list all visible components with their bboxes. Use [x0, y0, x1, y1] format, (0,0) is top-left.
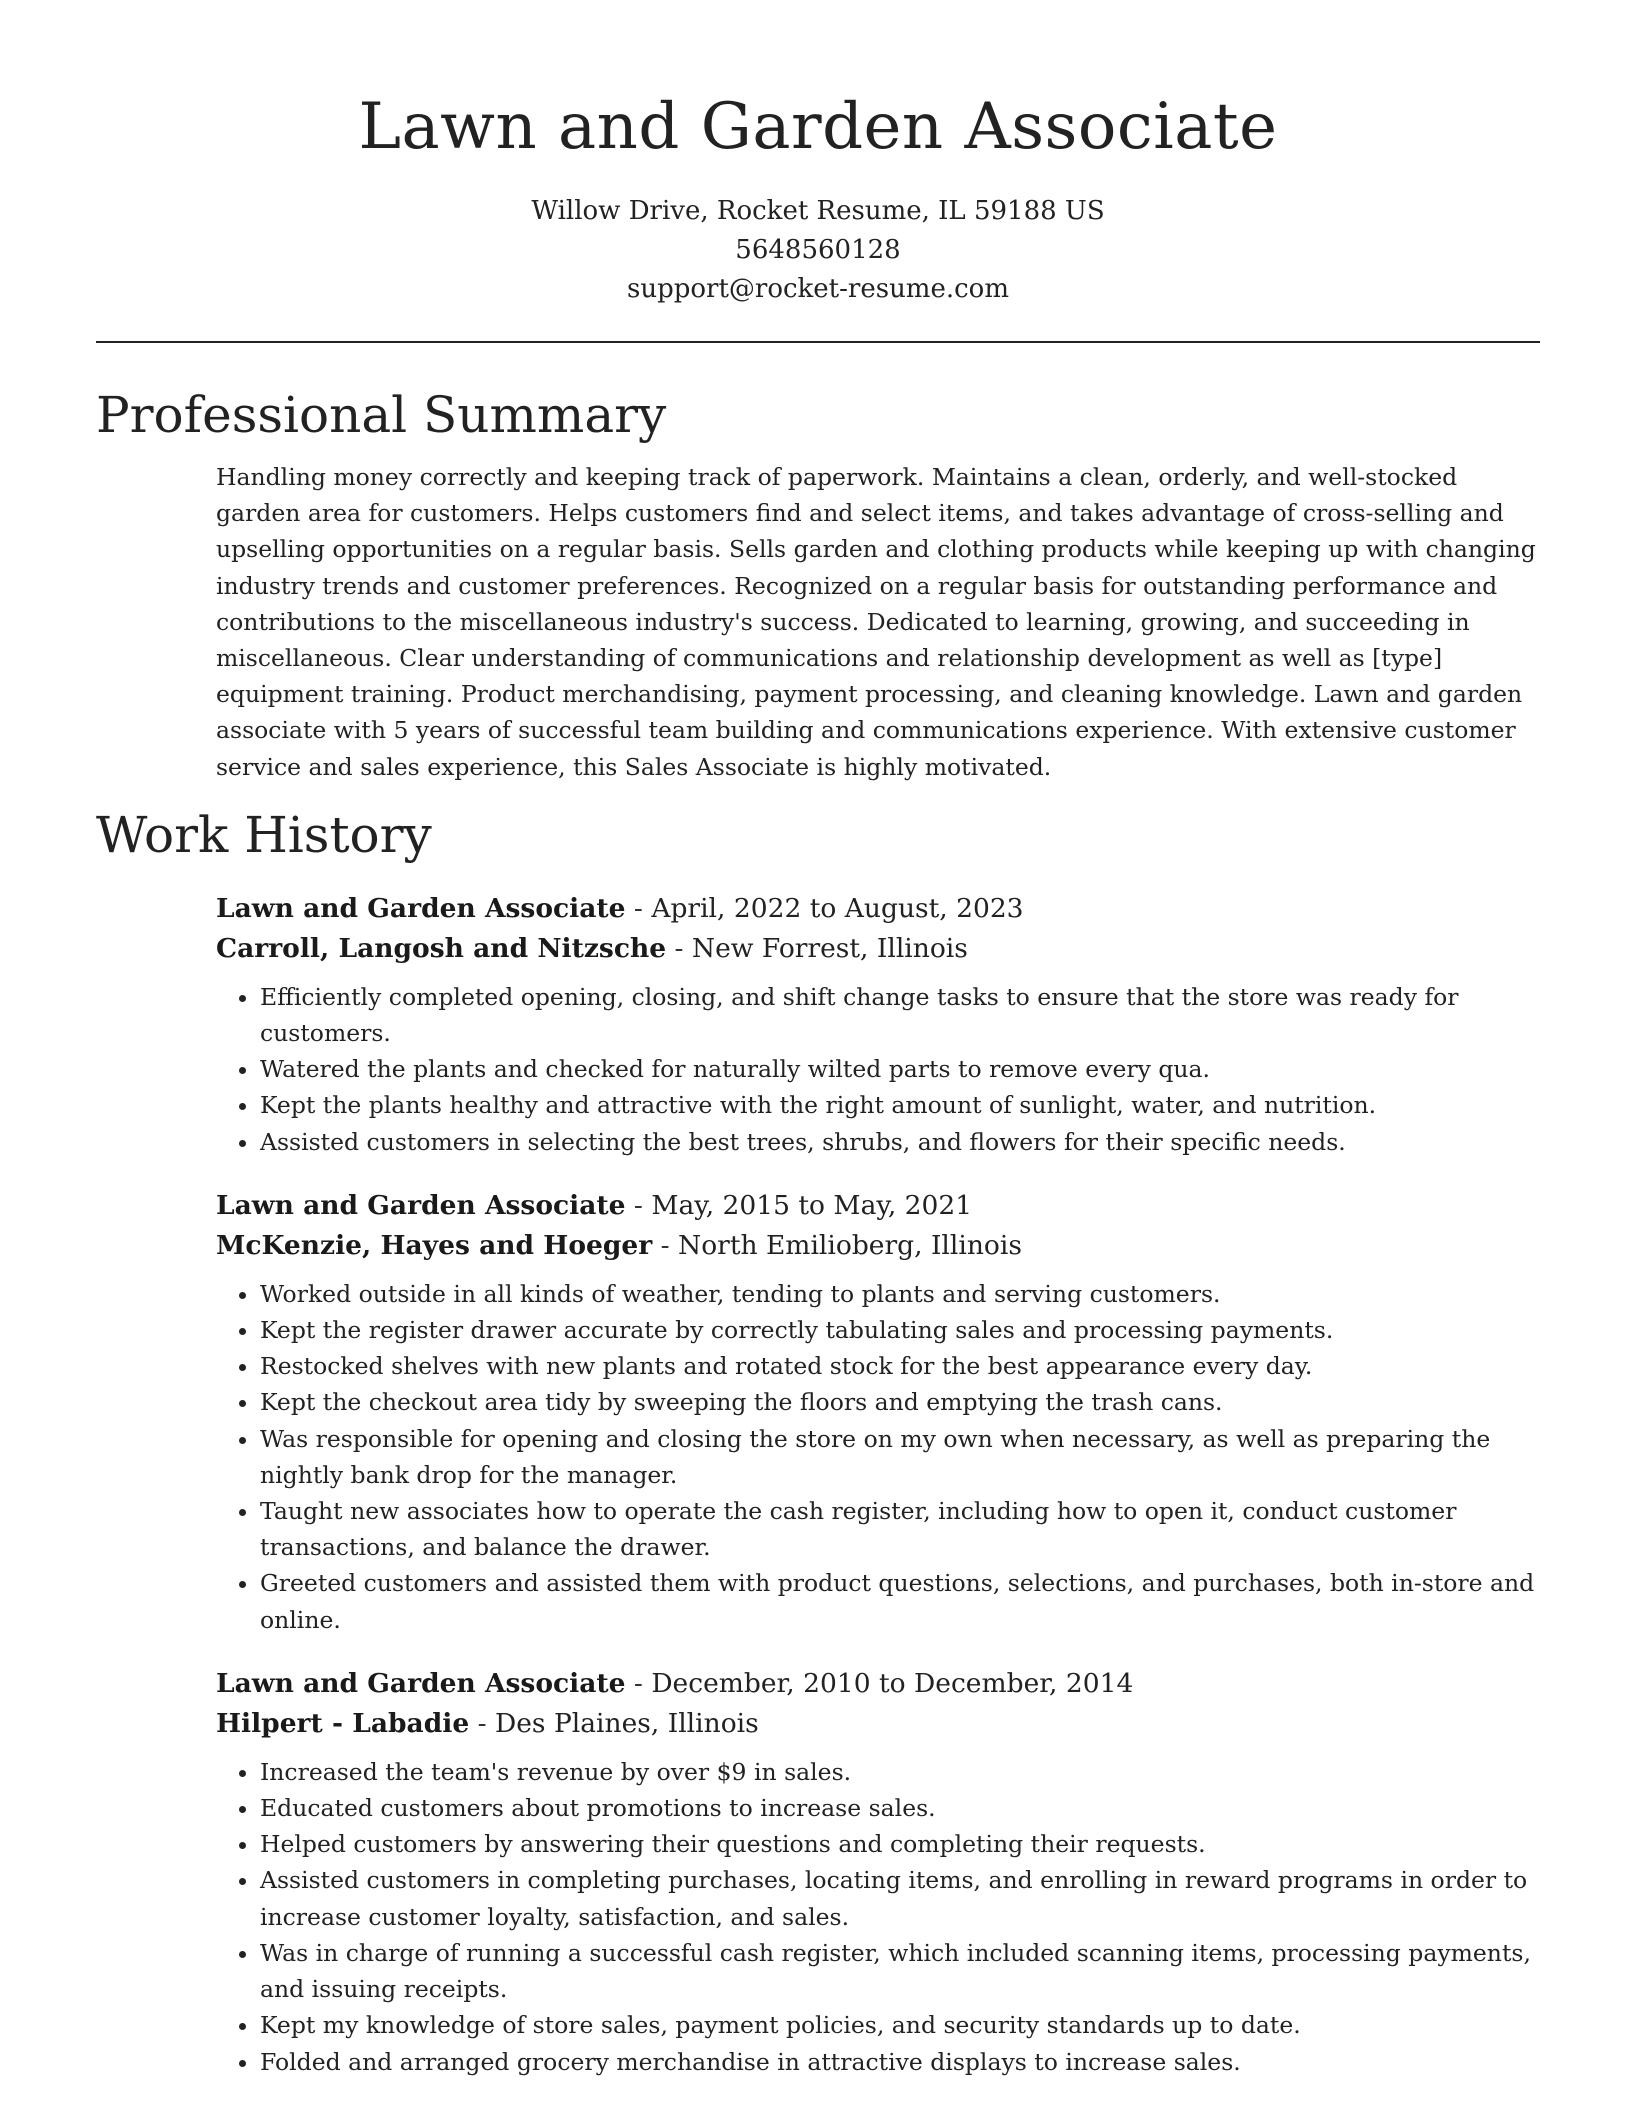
job-bullet: • Taught new associates how to operate the cash register, including how to open it, conduct customer transactions, and balance the drawer. — [260, 1493, 1540, 1565]
job-bullet: • Kept the register drawer accurate by correctly tabulating sales and processing payments. — [260, 1312, 1540, 1348]
summary-heading: Professional Summary — [96, 386, 667, 444]
job-bullets — [216, 1276, 1540, 1638]
job-location: Des Plaines, Illinois — [495, 1707, 759, 1739]
resume-name: Lawn and Garden Associate — [358, 90, 1278, 164]
work-history-list — [96, 889, 1540, 2080]
job-company: Hilpert - Labadie — [216, 1707, 470, 1739]
job-entry — [216, 889, 1540, 1160]
job-bullets — [216, 1754, 1540, 2080]
job-bullet: • Kept the plants healthy and attractive with the right amount of sunlight, water, and nutrition. — [260, 1087, 1540, 1123]
job-bullet: • Greeted customers and assisted them with product questions, selections, and purchases, both in-store and online. — [260, 1565, 1540, 1637]
job-bullet: • Increased the team's revenue by over $9 in sales. — [260, 1754, 1540, 1790]
job-bullet: • Kept the checkout area tidy by sweeping the floors and emptying the trash cans. — [260, 1384, 1540, 1420]
job-bullet: • Educated customers about promotions to increase sales. — [260, 1790, 1540, 1826]
contact-address: Willow Drive, Rocket Resume, IL 59188 US — [531, 196, 1105, 226]
job-location-separator: - — [652, 1229, 679, 1261]
job-title-line — [216, 889, 1540, 929]
job-role: Lawn and Garden Associate — [216, 1667, 626, 1699]
job-dates: April, 2022 to August, 2023 — [651, 892, 1024, 924]
job-company-line — [216, 1704, 1540, 1744]
job-bullet: • Was in charge of running a successful cash register, which included scanning items, processing payments, and issuing receipts. — [260, 1935, 1540, 2007]
resume-page — [96, 0, 1540, 2112]
job-dates: December, 2010 to December, 2014 — [651, 1667, 1134, 1699]
job-location-separator: - — [469, 1707, 495, 1739]
job-location-separator: - — [666, 932, 692, 964]
job-entry — [216, 1186, 1540, 1638]
job-title-line — [216, 1186, 1540, 1226]
job-bullet: • Kept my knowledge of store sales, payment policies, and security standards up to date. — [260, 2007, 1540, 2043]
contact-email: support@rocket-resume.com — [626, 274, 1009, 304]
job-bullet: • Helped customers by answering their questions and completing their requests. — [260, 1826, 1540, 1862]
job-company-line — [216, 929, 1540, 969]
job-entry — [216, 1664, 1540, 2080]
job-location: North Emilioberg, Illinois — [678, 1229, 1022, 1261]
job-title-line — [216, 1664, 1540, 1704]
job-bullet: • Folded and arranged grocery merchandise in attractive displays to increase sales. — [260, 2044, 1540, 2080]
work-history-heading: Work History — [96, 805, 432, 864]
job-dates-separator: - — [625, 1667, 652, 1699]
job-dates: May, 2015 to May, 2021 — [651, 1189, 973, 1221]
job-bullet: • Worked outside in all kinds of weather, tending to plants and serving customers. — [260, 1276, 1540, 1312]
job-dates-separator: - — [625, 1189, 652, 1221]
job-role: Lawn and Garden Associate — [216, 892, 626, 924]
job-dates-separator: - — [625, 892, 652, 924]
job-bullets — [216, 979, 1540, 1160]
job-bullet: • Assisted customers in completing purchases, locating items, and enrolling in reward programs in order to increase customer loyalty, satisfaction, and sales. — [260, 1862, 1540, 1934]
job-company: Carroll, Langosh and Nitzsche — [216, 932, 667, 964]
contact-phone: 5648560128 — [735, 235, 901, 265]
job-location: New Forrest, Illinois — [691, 932, 968, 964]
job-bullet: • Was responsible for opening and closing the store on my own when necessary, as well as preparing the nightly bank drop for the manager. — [260, 1421, 1540, 1493]
summary-text: Handling money correctly and keeping track of paperwork. Maintains a clean, orderly, and well-stocked garden area for customers. Helps customers find and select items, and takes advantage of cross-selling and upselling opportunities on a regular basis. Sells garden and clothing products while keeping up with changing industry trends and customer preferences. Recognized on a regular basis for outstanding performance and contributions to the miscellaneous industry's success. Dedicated to learning, growing, and succeeding in miscellaneous. Clear understanding of communications and relationship development as well as [type] equipment training. Product merchandising, payment processing, and cleaning knowledge. Lawn and garden associate with 5 years of successful team building and communications experience. With extensive customer service and sales experience, this Sales Associate is highly motivated. — [216, 463, 1536, 781]
job-bullet: • Watered the plants and checked for naturally wilted parts to remove every qua. — [260, 1051, 1540, 1087]
job-company-line — [216, 1226, 1540, 1266]
job-bullet: • Assisted customers in selecting the best trees, shrubs, and flowers for their specific needs. — [260, 1124, 1540, 1160]
header-divider — [96, 341, 1540, 343]
job-company: McKenzie, Hayes and Hoeger — [216, 1229, 653, 1261]
job-bullet: • Efficiently completed opening, closing, and shift change tasks to ensure that the store was ready for customers. — [260, 979, 1540, 1051]
resume-header — [96, 0, 1540, 309]
contact-block — [96, 192, 1540, 309]
job-role: Lawn and Garden Associate — [216, 1189, 626, 1221]
job-bullet: • Restocked shelves with new plants and rotated stock for the best appearance every day. — [260, 1348, 1540, 1384]
